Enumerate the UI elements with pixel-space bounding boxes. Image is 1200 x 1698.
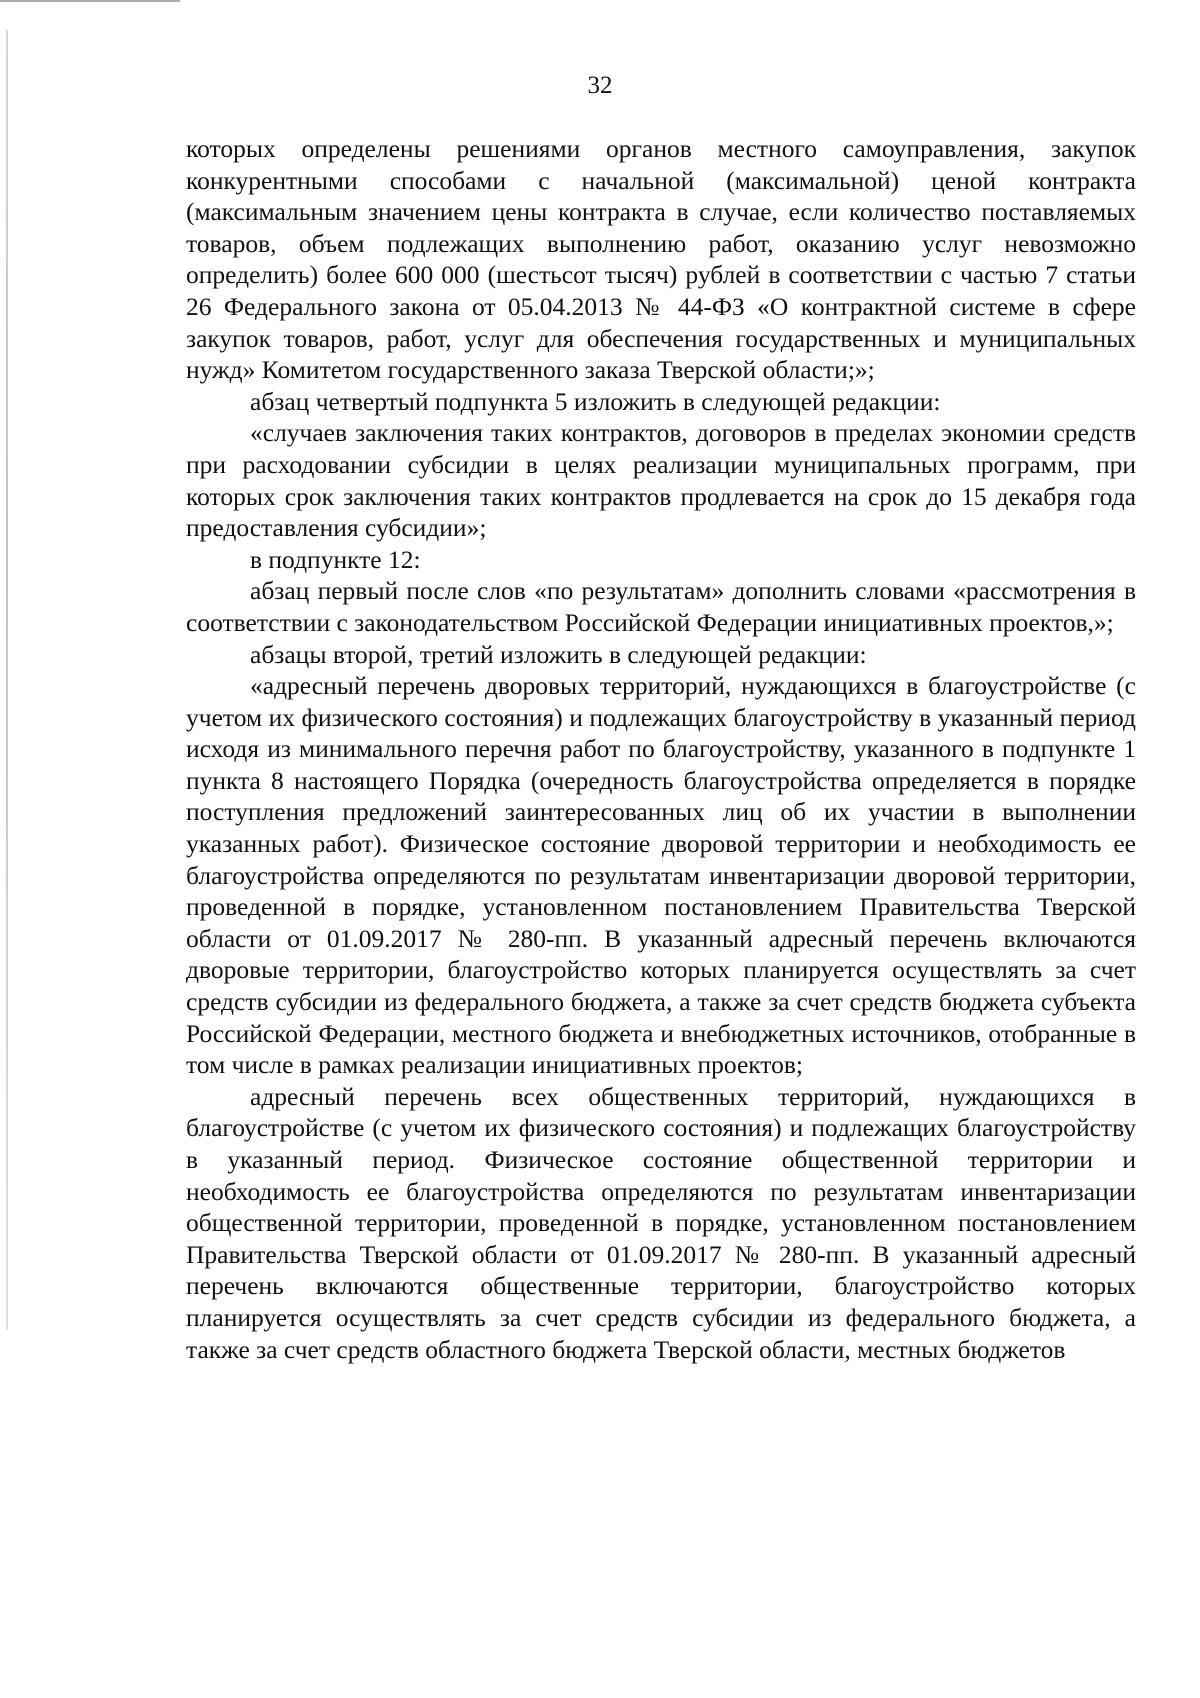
paragraph: которых определены решениями органов местного самоуправления, закупок конкурентными способами с начальной (максимальной) ценой контракта (максимальным значением цены контракта в случае, если количество поставляемых товаров, объем подлежащих выполнению работ, оказанию услуг невозможно определить) более 600 000 (шестьсот тысяч) рублей в соответствии с частью 7 статьи 26 Федерального закона от 05.04.2013 № 44-ФЗ «О контрактной системе в сфере закупок товаров, работ, услуг для обеспечения государственных и муниципальных нужд» Комитетом государственного заказа Тверской области;»; — [186, 134, 1136, 385]
paragraph: адресный перечень всех общественных территорий, нуждающихся в благоустройстве (с учетом их физического состояния) и подлежащих благоустройству в указанный период. Физическое состояние общественной территории и необходимость ее благоустройства определяются по результатам инвентаризации общественной территории, проведенной в порядке, установленном постановлением Правительства Тверской области от 01.09.2017 № 280-пп. В указанный адресный перечень включаются общественные территории, благоустройство которых планируется осуществлять за счет средств субсидии из федерального бюджета, а также за счет средств областного бюджета Тверской области, местных бюджетов — [186, 1081, 1136, 1364]
paragraph: абзац первый после слов «по результатам» дополнить словами «рассмотрения в соответствии с законодательством Российской Федерации инициативных проектов,»; — [186, 576, 1136, 637]
scan-artifact-top — [0, 0, 180, 2]
paragraph: абзац четвертый подпункта 5 изложить в следующей редакции: — [250, 386, 941, 416]
document-body — [186, 133, 1136, 1365]
paragraph: «случаев заключения таких контрактов, договоров в пределах экономии средств при расходовании субсидии в целях реализации муниципальных программ, при которых срок заключения таких контрактов продлевается на срок до 15 декабря года предоставления субсидии»; — [186, 418, 1136, 543]
paragraph: в подпункте 12: — [250, 544, 421, 574]
scan-artifact-left-edge — [6, 30, 8, 1330]
paragraph: «адресный перечень дворовых территорий, нуждающихся в благоустройстве (с учетом их физического состояния) и подлежащих благоустройству в указанный период исходя из минимального перечня работ по благоустройству, указанного в подпункте 1 пункта 8 настоящего Порядка (очередность благоустройства определяется в порядке поступления предложений заинтересованных лиц об их участии в выполнении указанных работ). Физическое состояние дворовой территории и необходимость ее благоустройства определяются по результатам инвентаризации дворовой территории, проведенной в порядке, установленном постановлением Правительства Тверской области от 01.09.2017 № 280-пп. В указанный адресный перечень включаются дворовые территории, благоустройство которых планируется осуществлять за счет средств субсидии из федерального бюджета, а также за счет средств бюджета субъекта Российской Федерации, местного бюджета и внебюджетных источников, отобранные в том числе в рамках реализации инициативных проектов; — [186, 671, 1136, 1080]
paragraph: абзацы второй, третий изложить в следующей редакции: — [250, 639, 867, 669]
page-number: 32 — [587, 72, 613, 99]
